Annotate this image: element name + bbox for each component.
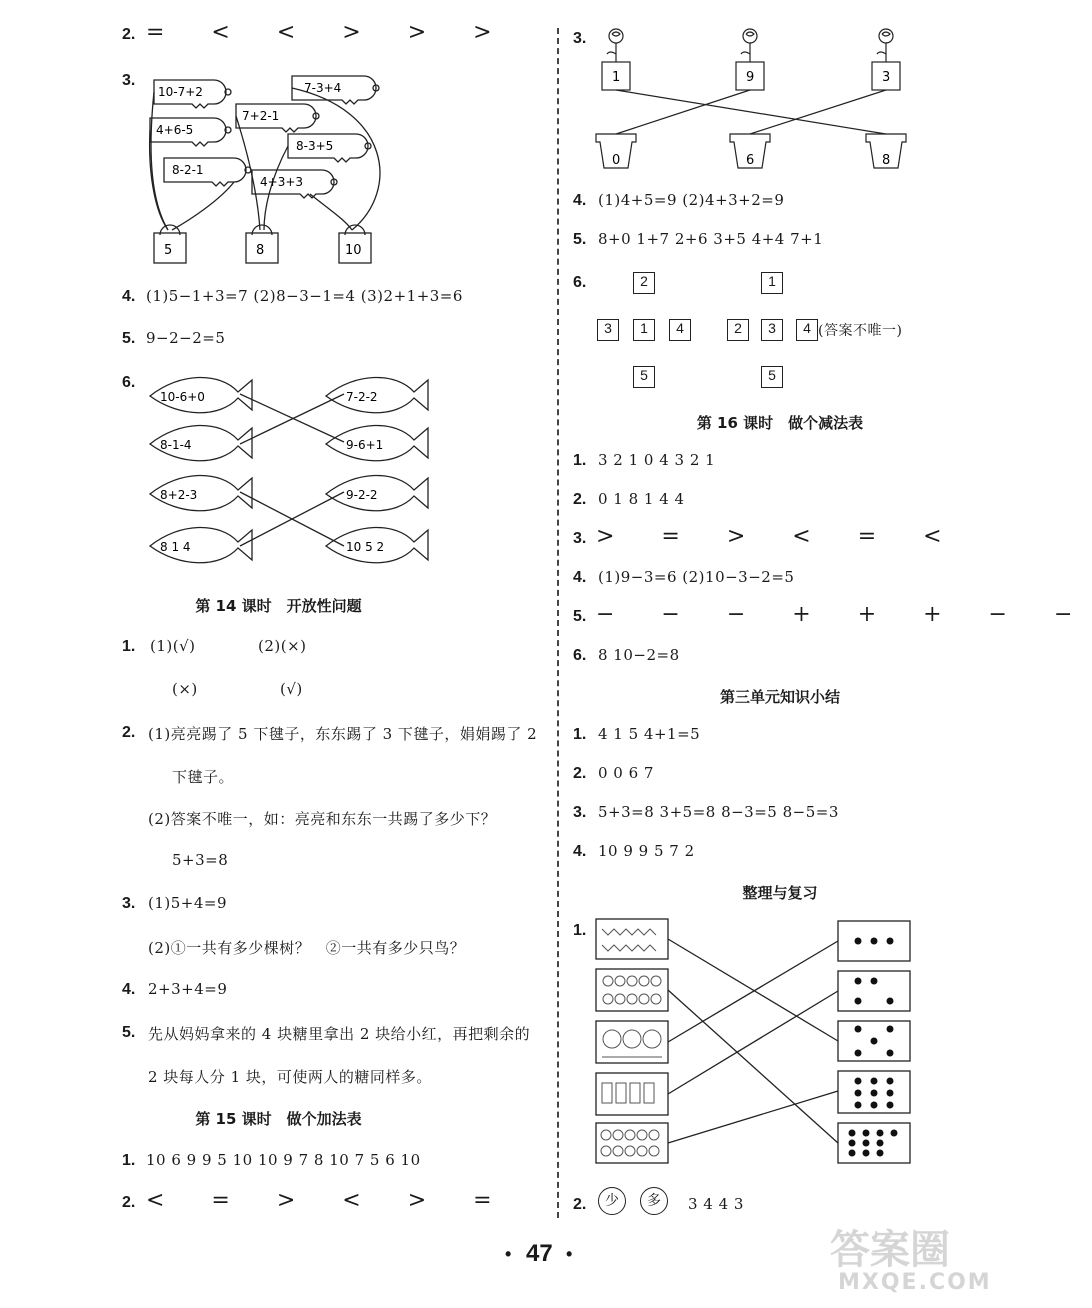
s14-q2-label: 2. bbox=[122, 724, 136, 741]
r-q4-text: (1)4+5=9 (2)4+3+2=9 bbox=[598, 191, 785, 209]
s14-q2-line2: 下毽子。 bbox=[172, 768, 235, 786]
review-q2-text: 3 4 4 3 bbox=[688, 1195, 744, 1213]
s16-q2-text: 0 1 8 1 4 4 bbox=[598, 490, 685, 508]
sum-q4-text: 10 9 9 5 7 2 bbox=[598, 842, 695, 860]
lock-3-label: 10 bbox=[345, 243, 362, 258]
fish-right-3-label: 9-2-2 bbox=[346, 488, 378, 502]
s14-q1-b: (2)(×) bbox=[258, 637, 307, 655]
picture-card-4 bbox=[596, 1073, 668, 1115]
box-3-label: 3 bbox=[882, 70, 891, 85]
s16-q3-label: 3. bbox=[573, 530, 587, 547]
s14-q2-line3: (2)答案不唯一，如：亮亮和东东一共踢了多少下？ bbox=[148, 810, 497, 828]
key-2-label: 4+6-5 bbox=[156, 123, 194, 137]
q6-box-bottom-2: 5 bbox=[761, 366, 783, 388]
r-q5-label: 5. bbox=[573, 231, 587, 248]
q3-label: 3. bbox=[122, 72, 136, 89]
keys-locks-figure bbox=[140, 70, 390, 270]
s16-q4-label: 4. bbox=[573, 569, 587, 586]
q4-text: (1)5−1+3=7 (2)8−3−1=4 (3)2+1+3=6 bbox=[146, 287, 463, 305]
r-q5-text: 8+0 1+7 2+6 3+5 4+4 7+1 bbox=[598, 230, 824, 248]
flower-pot-figure bbox=[590, 26, 920, 176]
rose-icon bbox=[877, 29, 893, 62]
key-5-label: 7+2-1 bbox=[242, 109, 280, 123]
key-1-label: 10-7+2 bbox=[158, 85, 203, 99]
sum-q2-label: 2. bbox=[573, 765, 587, 782]
circled-less: 少 bbox=[598, 1187, 626, 1215]
section-15-title: 第 15 课时 做个加法表 bbox=[195, 1110, 362, 1128]
q2-label: 2. bbox=[122, 26, 136, 43]
s14-q1-d: (√) bbox=[280, 680, 303, 698]
q6-label: 6. bbox=[122, 374, 136, 391]
q6-box-mid-a3: 4 bbox=[669, 319, 691, 341]
picture-card-5 bbox=[596, 1123, 668, 1163]
watermark-url: MXQE.COM bbox=[838, 1270, 992, 1295]
q5-text: 9−2−2=5 bbox=[146, 329, 226, 347]
lock-2-label: 8 bbox=[256, 243, 265, 258]
q5-label: 5. bbox=[122, 330, 136, 347]
picture-card-2 bbox=[596, 969, 668, 1011]
fish-right-2-label: 9-6+1 bbox=[346, 438, 384, 452]
key-3-label: 8-2-1 bbox=[172, 163, 204, 177]
q2-symbols: = < < > > > bbox=[146, 20, 512, 45]
s15-q2-symbols: < = > < > = bbox=[146, 1188, 512, 1213]
fish-left-2-label: 8-1-4 bbox=[160, 438, 192, 452]
s16-q1-label: 1. bbox=[573, 452, 587, 469]
q6-note: (答案不唯一) bbox=[818, 323, 903, 339]
key-4-label: 7-3+4 bbox=[304, 81, 342, 95]
review-q2-label: 2. bbox=[573, 1196, 587, 1213]
review-q1-label: 1. bbox=[573, 922, 587, 939]
q6-box-mid-b1: 2 bbox=[727, 319, 749, 341]
pot-2-label: 6 bbox=[746, 153, 755, 168]
cloud-sketch bbox=[603, 976, 661, 1004]
s16-q6-label: 6. bbox=[573, 647, 587, 664]
review-title: 整理与复习 bbox=[742, 884, 818, 902]
s14-q5-label: 5. bbox=[122, 1024, 136, 1041]
summary-3-title: 第三单元知识小结 bbox=[719, 688, 840, 706]
s14-q1-a: (1)(√) bbox=[150, 637, 196, 655]
rose-icon bbox=[741, 29, 757, 62]
s14-q5-line2: 2 块每人分 1 块，可使两人的糖同样多。 bbox=[148, 1068, 432, 1086]
s16-q2-label: 2. bbox=[573, 491, 587, 508]
sum-q4-label: 4. bbox=[573, 843, 587, 860]
sum-q1-label: 1. bbox=[573, 726, 587, 743]
pot-1-label: 0 bbox=[612, 153, 621, 168]
q6-box-mid-a1: 3 bbox=[597, 319, 619, 341]
circled-more: 多 bbox=[640, 1187, 668, 1215]
animal-sketch bbox=[602, 1030, 662, 1057]
fish-right-1-label: 7-2-2 bbox=[346, 390, 378, 404]
sum-q3-label: 3. bbox=[573, 804, 587, 821]
s14-q4-label: 4. bbox=[122, 981, 136, 998]
fish-right-4-label: 10 5 2 bbox=[346, 540, 385, 554]
s14-q1-label: 1. bbox=[122, 638, 136, 655]
box-1-label: 1 bbox=[612, 70, 621, 85]
q6-box-mid-b3: 4 bbox=[796, 319, 818, 341]
s14-q3-line1: (1)5+4=9 bbox=[148, 894, 228, 912]
s14-q5-line1: 先从妈妈拿来的 4 块糖里拿出 2 块给小红，再把剩余的 bbox=[148, 1025, 531, 1043]
page-number-dot-right: • bbox=[566, 1244, 573, 1264]
box-2-label: 9 bbox=[746, 70, 755, 85]
dot-card-2 bbox=[838, 971, 910, 1011]
s16-q4-text: (1)9−3=6 (2)10−3−2=5 bbox=[598, 568, 795, 586]
s16-q6-text: 8 10−2=8 bbox=[598, 646, 680, 664]
s15-q1-label: 1. bbox=[122, 1152, 136, 1169]
apple-sketch bbox=[601, 1130, 659, 1156]
s16-q1-text: 3 2 1 0 4 3 2 1 bbox=[598, 451, 716, 469]
key-7-label: 4+3+3 bbox=[260, 175, 304, 189]
picture-card-1 bbox=[596, 919, 668, 959]
dots-matching-figure bbox=[590, 915, 920, 1171]
key-6-label: 8-3+5 bbox=[296, 139, 334, 153]
cat-sketch bbox=[602, 1083, 654, 1103]
s16-q5-symbols: − − − + + + − − bbox=[596, 602, 1092, 627]
q6-box-mid-a2: 1 bbox=[633, 319, 655, 341]
fish-matching-figure bbox=[140, 370, 430, 580]
q6-box-mid-b2: 3 bbox=[761, 319, 783, 341]
lock-1-label: 5 bbox=[164, 243, 173, 258]
fish-left-4-label: 8 1 4 bbox=[160, 540, 191, 554]
s14-q2-line4: 5+3=8 bbox=[172, 851, 229, 869]
section-14-title: 第 14 课时 开放性问题 bbox=[195, 597, 362, 615]
rose-icon bbox=[607, 29, 623, 62]
q4-label: 4. bbox=[122, 288, 136, 305]
q6-box-bottom-1: 5 bbox=[633, 366, 655, 388]
s14-q2-line1: (1)亮亮踢了 5 下毽子，东东踢了 3 下毽子，娟娟踢了 2 bbox=[148, 725, 538, 743]
s15-q1-text: 10 6 9 9 5 10 10 9 7 8 10 7 5 6 10 bbox=[146, 1151, 421, 1169]
section-16-title: 第 16 课时 做个减法表 bbox=[696, 414, 864, 432]
s14-q3-line2: (2)①一共有多少棵树？ ②一共有多少只鸟？ bbox=[148, 939, 466, 957]
q6-box-top-2: 1 bbox=[761, 272, 783, 294]
s15-q2-label: 2. bbox=[122, 1194, 136, 1211]
s14-q1-c: (×) bbox=[172, 680, 198, 698]
s14-q3-label: 3. bbox=[122, 895, 136, 912]
pot-3-label: 8 bbox=[882, 153, 891, 168]
s14-q4-text: 2+3+4=9 bbox=[148, 980, 228, 998]
sum-q2-text: 0 0 6 7 bbox=[598, 764, 654, 782]
fish-left-3-label: 8+2-3 bbox=[160, 488, 198, 502]
s16-q3-symbols: > = > < = < bbox=[596, 524, 962, 549]
s16-q5-label: 5. bbox=[573, 608, 587, 625]
r-q6-label: 6. bbox=[573, 274, 587, 291]
q6-box-top-1: 2 bbox=[633, 272, 655, 294]
sum-q1-text: 4 1 5 4+1=5 bbox=[598, 725, 701, 743]
page-number: 47 bbox=[526, 1240, 553, 1267]
fish-left-1-label: 10-6+0 bbox=[160, 390, 205, 404]
sum-q3-text: 5+3=8 3+5=8 8−3=5 8−5=3 bbox=[598, 803, 839, 821]
column-divider bbox=[557, 28, 561, 1218]
watermark-logo: 答案圈 bbox=[830, 1227, 950, 1273]
r-q3-label: 3. bbox=[573, 30, 587, 47]
page-number-dot-left: • bbox=[505, 1244, 512, 1264]
r-q4-label: 4. bbox=[573, 192, 587, 209]
